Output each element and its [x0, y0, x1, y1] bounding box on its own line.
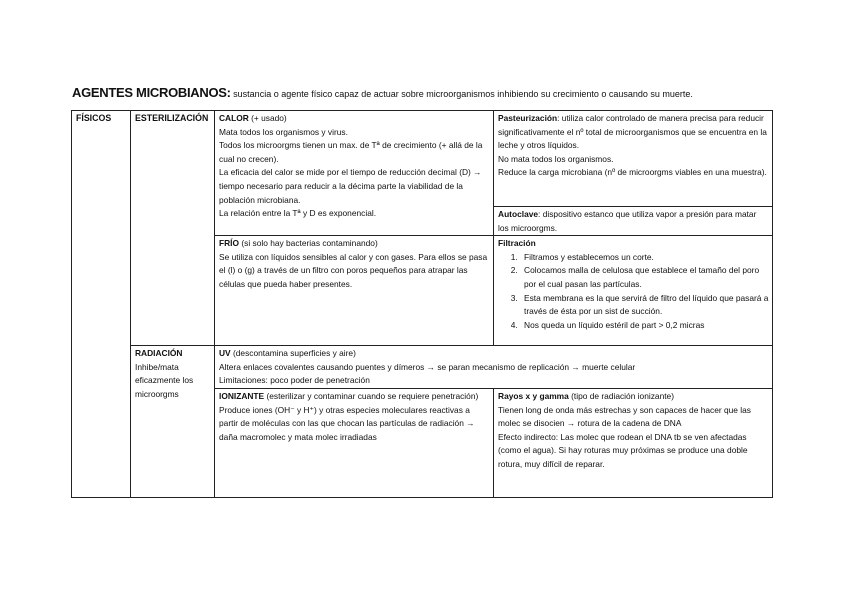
uv-line: Altera enlaces covalentes causando puentes y dímeros → se paran mecanismo de replicación → muerte celular — [219, 361, 636, 372]
rayos-cell — [494, 388, 773, 497]
autoclave-cell — [494, 207, 773, 236]
filtracion-title: Filtración — [498, 238, 536, 249]
frio-text: Se utiliza con líquidos sensibles al calor y con gases. Para ellos se pasa el (l) o (g) a través de un filtro con poros pequeños para atrapar las células que pueda haber presentes. — [219, 251, 488, 289]
pasteurizacion-intro: : utiliza calor controlado de manera precisa para reducir significativamente el nº total de microorganismos que se encuentra en la leche y otros líquidos. — [498, 113, 767, 151]
radiacion-cell — [131, 346, 215, 498]
radiacion-title: RADIACIÓN — [135, 348, 183, 359]
uv-title: UV — [219, 348, 231, 359]
calor-line: Mata todos los organismos y virus. — [219, 126, 348, 137]
filtracion-step: 3. Esta membrana es la que servirá de filtro del líquido que pasará a través de ésta por un sist de succión. — [520, 292, 769, 319]
ionizante-cell — [215, 388, 494, 497]
fisicos-label: FÍSICOS — [76, 113, 112, 123]
rayos-line: Efecto indirecto: Las molec que rodean el DNA tb se ven afectadas (como el agua). Si hay roturas muy próximas se produce una doble rotura, muy difícil de reparar. — [498, 431, 748, 469]
rayos-title: Rayos x y gamma — [498, 390, 569, 401]
fisicos-cell — [72, 111, 131, 498]
pasteurizacion-cell — [494, 111, 773, 207]
ionizante-title: IONIZANTE — [219, 390, 265, 401]
filtracion-step: 1. Filtramos y establecemos un corte. — [520, 251, 769, 265]
ionizante-text: Produce iones (OH⁻ y H⁺) y otras especies moleculares reactivas a partir de moléculas con las que chocan las partículas de radiación → daña macromolec y mata molec irradiadas — [219, 404, 475, 442]
calor-cell — [215, 111, 494, 236]
filtracion-cell — [494, 236, 773, 346]
calor-line: La eficacia del calor se mide por el tiempo de reducción decimal (D) → tiempo necesario para reducir a la décima parte la viabilidad de la población microbiana. — [219, 167, 482, 205]
antimicrobial-agents-table — [71, 110, 773, 498]
uv-cell — [215, 346, 773, 389]
uv-line: Limitaciones: poco poder de penetración — [219, 375, 370, 386]
filtracion-step: 4. Nos queda un líquido estéril de part > 0,2 micras — [520, 319, 769, 333]
frio-title: FRÍO — [219, 238, 240, 249]
calor-title: CALOR — [219, 113, 249, 123]
radiacion-desc: Inhibe/mata eficazmente los microorgms — [135, 361, 194, 399]
rayos-title-note: (tipo de radiación ionizante) — [568, 390, 674, 401]
calor-line: Todos los microorgms tienen un max. de Tª de crecimiento (+ allá de la cual no crecen). — [219, 140, 483, 164]
rayos-line: Tienen long de onda más estrechas y son capaces de hacer que las molec se disocien → rotura de la cadena de DNA — [498, 404, 751, 429]
uv-title-note: (descontamina superficies y aire) — [230, 348, 356, 359]
filtracion-steps — [498, 251, 769, 333]
esterilizacion-label: ESTERILIZACIÓN — [135, 113, 209, 123]
pasteurizacion-line: Reduce la carga microbiana (nº de microorgms viables en una muestra). — [498, 167, 767, 178]
heading-title: AGENTES MICROBIANOS: — [72, 85, 231, 100]
document-heading — [72, 86, 812, 101]
autoclave-text: : dispositivo estanco que utiliza vapor a presión para matar los microorgms. — [498, 209, 757, 233]
esterilizacion-cell — [131, 111, 215, 346]
filtracion-step: 2. Colocamos malla de celulosa que establece el tamaño del poro por el cual pasan las partículas. — [520, 264, 769, 291]
ionizante-title-note: (esterilizar y contaminar cuando se requiere penetración) — [264, 390, 479, 401]
autoclave-title: Autoclave — [498, 209, 539, 219]
frio-title-note: (si solo hay bacterias contaminando) — [239, 238, 378, 249]
calor-line: La relación entre la Tª y D es exponencial. — [219, 208, 377, 219]
calor-title-note: (+ usado) — [248, 113, 287, 123]
heading-definition: sustancia o agente físico capaz de actuar sobre microorganismos inhibiendo su crecimiento o causando su muerte. — [230, 89, 693, 99]
frio-cell — [215, 236, 494, 346]
pasteurizacion-title: Pasteurización — [498, 113, 558, 123]
pasteurizacion-line: No mata todos los organismos. — [498, 153, 614, 164]
